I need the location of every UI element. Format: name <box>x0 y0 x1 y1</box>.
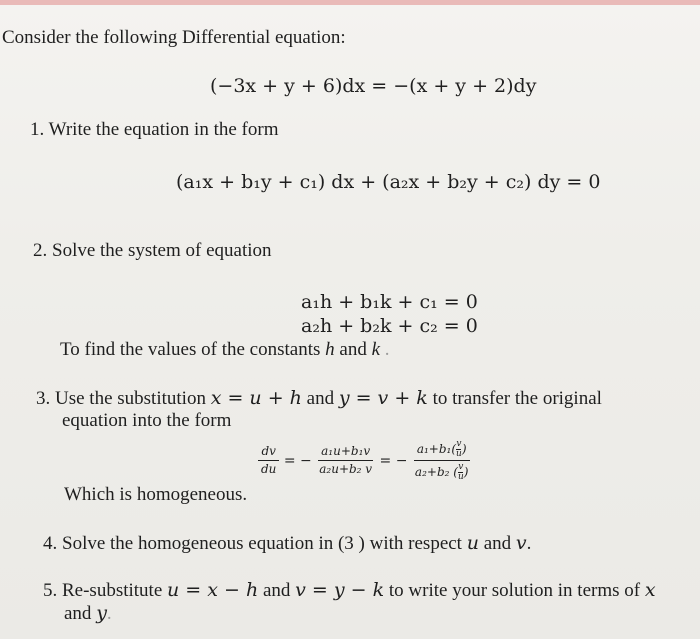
step1-number: 1. <box>30 119 45 140</box>
step5-sub1: u = x − h <box>167 579 259 601</box>
step2-line <box>33 240 272 262</box>
ratio-numerator: a₁+b₁( $\frac{v}{u}$ ) <box>414 440 470 461</box>
step4-and: and <box>483 533 512 554</box>
step5-sub2: v = y − k <box>295 579 385 601</box>
step1-line <box>30 119 278 141</box>
step5-text-b: to write your solution in terms of <box>388 580 641 601</box>
step3-text-a: Use the substitution <box>55 388 206 409</box>
step5-line-2 <box>64 603 112 625</box>
step2-text: Solve the system of equation <box>52 240 272 261</box>
step1-text: Write the equation in the form <box>48 119 279 140</box>
step4-v: v <box>515 532 527 554</box>
ratio-fraction <box>412 440 472 482</box>
step5-text-a: Re-substitute <box>62 580 163 601</box>
equals-minus-1: = − <box>283 453 312 469</box>
v-over-u-bottom <box>458 463 464 482</box>
step3-sub2: y = v + k <box>338 387 428 409</box>
step2-after-line <box>60 339 390 361</box>
step3-after: Which is homogeneous. <box>64 484 248 505</box>
v-top: v <box>456 439 462 449</box>
dv-numerator: dv <box>258 445 278 461</box>
step4-line <box>43 533 531 555</box>
step2-after-text: To find the values of the constants <box>60 339 321 360</box>
step2-equation-2: a₂h + b₂k + c₂ = 0 <box>301 315 478 337</box>
step4-u: u <box>466 532 479 554</box>
intro-text: Consider the following Differential equation: <box>2 27 346 48</box>
u-bottom: u <box>457 472 464 482</box>
step2-h: h <box>325 339 335 360</box>
step2-and: and <box>339 339 367 360</box>
step2-k: k <box>371 339 381 360</box>
step4-period: . <box>526 533 532 554</box>
v-over-u-top <box>456 440 462 459</box>
step3-sub1: x = u + h <box>210 387 302 409</box>
ratio-denominator: a₂+b₂ ( $\frac{v}{u}$ ) <box>414 462 469 482</box>
step5-and: and <box>262 580 291 601</box>
step3-line-1 <box>36 388 602 410</box>
step3-text-b: to transfer the original <box>432 388 602 409</box>
v-bottom: v <box>458 462 464 472</box>
step5-y: y <box>96 602 107 624</box>
step5-x: x <box>644 579 656 601</box>
step4-text: Solve the homogeneous equation in (3 ) with respect <box>62 533 462 554</box>
step3-number: 3. <box>36 388 51 409</box>
u-top: u <box>456 449 462 459</box>
step2-equation-1: a₁h + b₁k + c₁ = 0 <box>301 291 478 313</box>
uv-numerator: a₁u+b₁v <box>318 445 373 461</box>
ratio-denominator-coeffs: a₂+b₂ <box>414 465 450 479</box>
ratio-numerator-coeffs: a₁+b₁ <box>416 442 452 456</box>
step2-period: . <box>384 339 390 360</box>
equals-minus-2: = − <box>379 453 408 469</box>
step4-number: 4. <box>43 533 58 554</box>
uv-fraction <box>316 445 375 477</box>
top-edge-strip <box>0 0 700 5</box>
step3-and: and <box>306 388 335 409</box>
uv-denominator: a₂u+b₂ v <box>319 462 373 476</box>
step1-form-equation: (a₁x + b₁y + c₁) dx + (a₂x + b₂y + c₂) dy = 0 <box>176 171 601 193</box>
step5-number: 5. <box>43 580 58 601</box>
du-denominator: du <box>261 462 277 476</box>
main-equation: (−3x + y + 6)dx = −(x + y + 2)dy <box>210 75 537 97</box>
step2-number: 2. <box>33 240 48 261</box>
step3-line-2: equation into the form <box>62 410 232 431</box>
step5-line-1 <box>43 580 656 602</box>
step5-period: . <box>106 603 112 624</box>
step3-homogeneous-form <box>258 440 471 482</box>
step5-and-2: and <box>64 603 92 624</box>
dv-du-fraction <box>258 445 279 477</box>
